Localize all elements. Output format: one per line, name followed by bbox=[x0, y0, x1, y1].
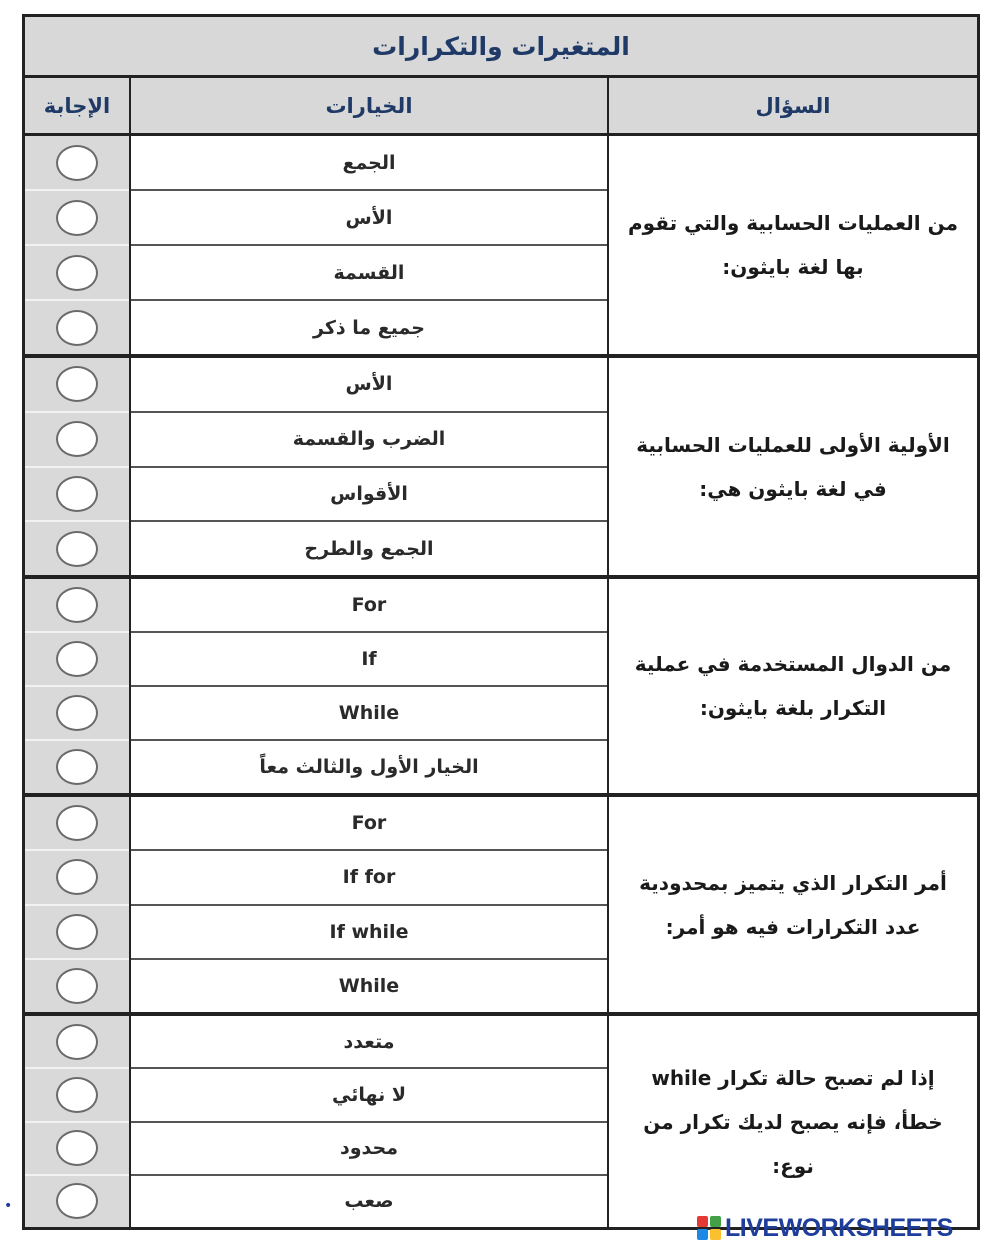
answer-radio[interactable] bbox=[56, 145, 98, 181]
option-cell bbox=[131, 849, 607, 903]
option-cell bbox=[131, 1174, 607, 1227]
answer-cell bbox=[25, 631, 129, 685]
option-cell bbox=[131, 685, 607, 739]
options-column-header: الخيارات bbox=[131, 78, 609, 136]
option-cell bbox=[131, 411, 607, 466]
question-text: إذا لم تصبح حالة تكرار while خطأ، فإنه يصبح لديك تكرار من نوع: bbox=[643, 1065, 943, 1178]
option-label: الجمع bbox=[342, 151, 396, 174]
answer-radio[interactable] bbox=[56, 641, 98, 677]
answer-radio[interactable] bbox=[56, 1183, 98, 1219]
question-cell bbox=[609, 579, 977, 793]
question-cell bbox=[609, 797, 977, 1012]
option-cell bbox=[131, 520, 607, 575]
option-label: صعب bbox=[344, 1190, 394, 1213]
answer-radio[interactable] bbox=[56, 1077, 98, 1113]
option-cell bbox=[131, 1121, 607, 1174]
option-cell bbox=[131, 466, 607, 521]
option-cell bbox=[131, 189, 607, 244]
answer-cell bbox=[25, 1121, 129, 1174]
option-cell bbox=[131, 579, 607, 631]
answer-radio[interactable] bbox=[56, 749, 98, 785]
answer-radio[interactable] bbox=[56, 968, 98, 1004]
option-list bbox=[131, 136, 609, 354]
answer-cell bbox=[25, 685, 129, 739]
question-group-1 bbox=[25, 136, 977, 354]
answer-radio[interactable] bbox=[56, 200, 98, 236]
answer-cell bbox=[25, 904, 129, 958]
question-column-header: السؤال bbox=[609, 78, 977, 136]
question-group-3 bbox=[25, 575, 977, 793]
question-cell bbox=[609, 358, 977, 575]
option-label: محدود bbox=[340, 1137, 398, 1160]
answer-choices bbox=[25, 797, 131, 1012]
answer-radio[interactable] bbox=[56, 859, 98, 895]
stray-dot-mark: • bbox=[4, 1198, 13, 1214]
answer-radio[interactable] bbox=[56, 255, 98, 291]
option-list bbox=[131, 579, 609, 793]
answer-cell bbox=[25, 358, 129, 411]
question-group-5 bbox=[25, 1012, 977, 1227]
option-cell bbox=[131, 299, 607, 354]
answer-cell bbox=[25, 849, 129, 903]
answer-choices bbox=[25, 1016, 131, 1227]
answer-column-header: الإجابة bbox=[25, 78, 131, 136]
question-text: أمر التكرار الذي يتميز بمحدودية عدد التكرارات فيه هو أمر: bbox=[639, 870, 947, 939]
liveworksheets-logo-icon bbox=[697, 1216, 721, 1240]
answer-radio[interactable] bbox=[56, 366, 98, 402]
option-cell bbox=[131, 244, 607, 299]
option-label: If for bbox=[342, 866, 396, 889]
option-cell bbox=[131, 739, 607, 793]
question-text: من العمليات الحسابية والتي تقوم بها لغة بايثون: bbox=[628, 211, 958, 279]
liveworksheets-watermark bbox=[697, 1213, 997, 1243]
answer-radio[interactable] bbox=[56, 421, 98, 457]
option-label: While bbox=[338, 702, 400, 724]
answer-cell bbox=[25, 797, 129, 849]
option-cell bbox=[131, 797, 607, 849]
option-label: الأس bbox=[345, 206, 393, 229]
answer-cell bbox=[25, 579, 129, 631]
worksheet-table bbox=[22, 14, 980, 1230]
question-text: الأولية الأولى للعمليات الحسابية في لغة بايثون هي: bbox=[636, 432, 950, 501]
option-list bbox=[131, 1016, 609, 1227]
option-label: For bbox=[351, 594, 387, 616]
option-label: الجمع والطرح bbox=[304, 537, 434, 560]
answer-cell bbox=[25, 520, 129, 575]
option-list bbox=[131, 797, 609, 1012]
answer-cell bbox=[25, 466, 129, 521]
answer-cell bbox=[25, 244, 129, 299]
option-label: If while bbox=[329, 920, 409, 943]
answer-radio[interactable] bbox=[56, 695, 98, 731]
answer-radio[interactable] bbox=[56, 1130, 98, 1166]
question-cell bbox=[609, 1016, 977, 1227]
answer-radio[interactable] bbox=[56, 914, 98, 950]
option-label: القسمة bbox=[333, 261, 405, 284]
worksheet-title: المتغيرات والتكرارات bbox=[25, 17, 977, 78]
answer-cell bbox=[25, 411, 129, 466]
option-label: متعدد bbox=[343, 1030, 395, 1053]
option-label: لا نهائي bbox=[332, 1083, 406, 1106]
answer-cell bbox=[25, 739, 129, 793]
option-cell bbox=[131, 358, 607, 411]
answer-radio[interactable] bbox=[56, 1024, 98, 1060]
option-cell bbox=[131, 1067, 607, 1120]
answer-choices bbox=[25, 136, 131, 354]
answer-cell bbox=[25, 1016, 129, 1067]
option-label: الأس bbox=[345, 373, 393, 396]
option-label: الضرب والقسمة bbox=[292, 428, 446, 451]
answer-cell bbox=[25, 958, 129, 1012]
answer-cell bbox=[25, 136, 129, 189]
option-label: For bbox=[351, 812, 387, 835]
option-cell bbox=[131, 136, 607, 189]
option-label: جميع ما ذكر bbox=[313, 316, 425, 339]
answer-choices bbox=[25, 579, 131, 793]
answer-cell bbox=[25, 189, 129, 244]
question-cell bbox=[609, 136, 977, 354]
option-label: If bbox=[361, 648, 377, 670]
answer-cell bbox=[25, 1174, 129, 1227]
answer-radio[interactable] bbox=[56, 310, 98, 346]
question-group-4 bbox=[25, 793, 977, 1012]
answer-choices bbox=[25, 358, 131, 575]
answer-cell bbox=[25, 299, 129, 354]
answer-radio[interactable] bbox=[56, 531, 98, 567]
question-text: من الدوال المستخدمة في عملية التكرار بلغة بايثون: bbox=[634, 652, 952, 720]
option-cell bbox=[131, 1016, 607, 1067]
answer-radio[interactable] bbox=[56, 476, 98, 512]
option-label: الخيار الأول والثالث معاً bbox=[259, 756, 479, 778]
option-cell bbox=[131, 958, 607, 1012]
option-cell bbox=[131, 904, 607, 958]
question-group-2 bbox=[25, 354, 977, 575]
option-list bbox=[131, 358, 609, 575]
option-cell bbox=[131, 631, 607, 685]
answer-radio[interactable] bbox=[56, 587, 98, 623]
watermark-text: LIVEWORKSHEETS bbox=[725, 1213, 953, 1242]
option-label: الأقواس bbox=[330, 482, 408, 505]
option-label: While bbox=[338, 974, 400, 997]
answer-radio[interactable] bbox=[56, 805, 98, 841]
answer-cell bbox=[25, 1067, 129, 1120]
